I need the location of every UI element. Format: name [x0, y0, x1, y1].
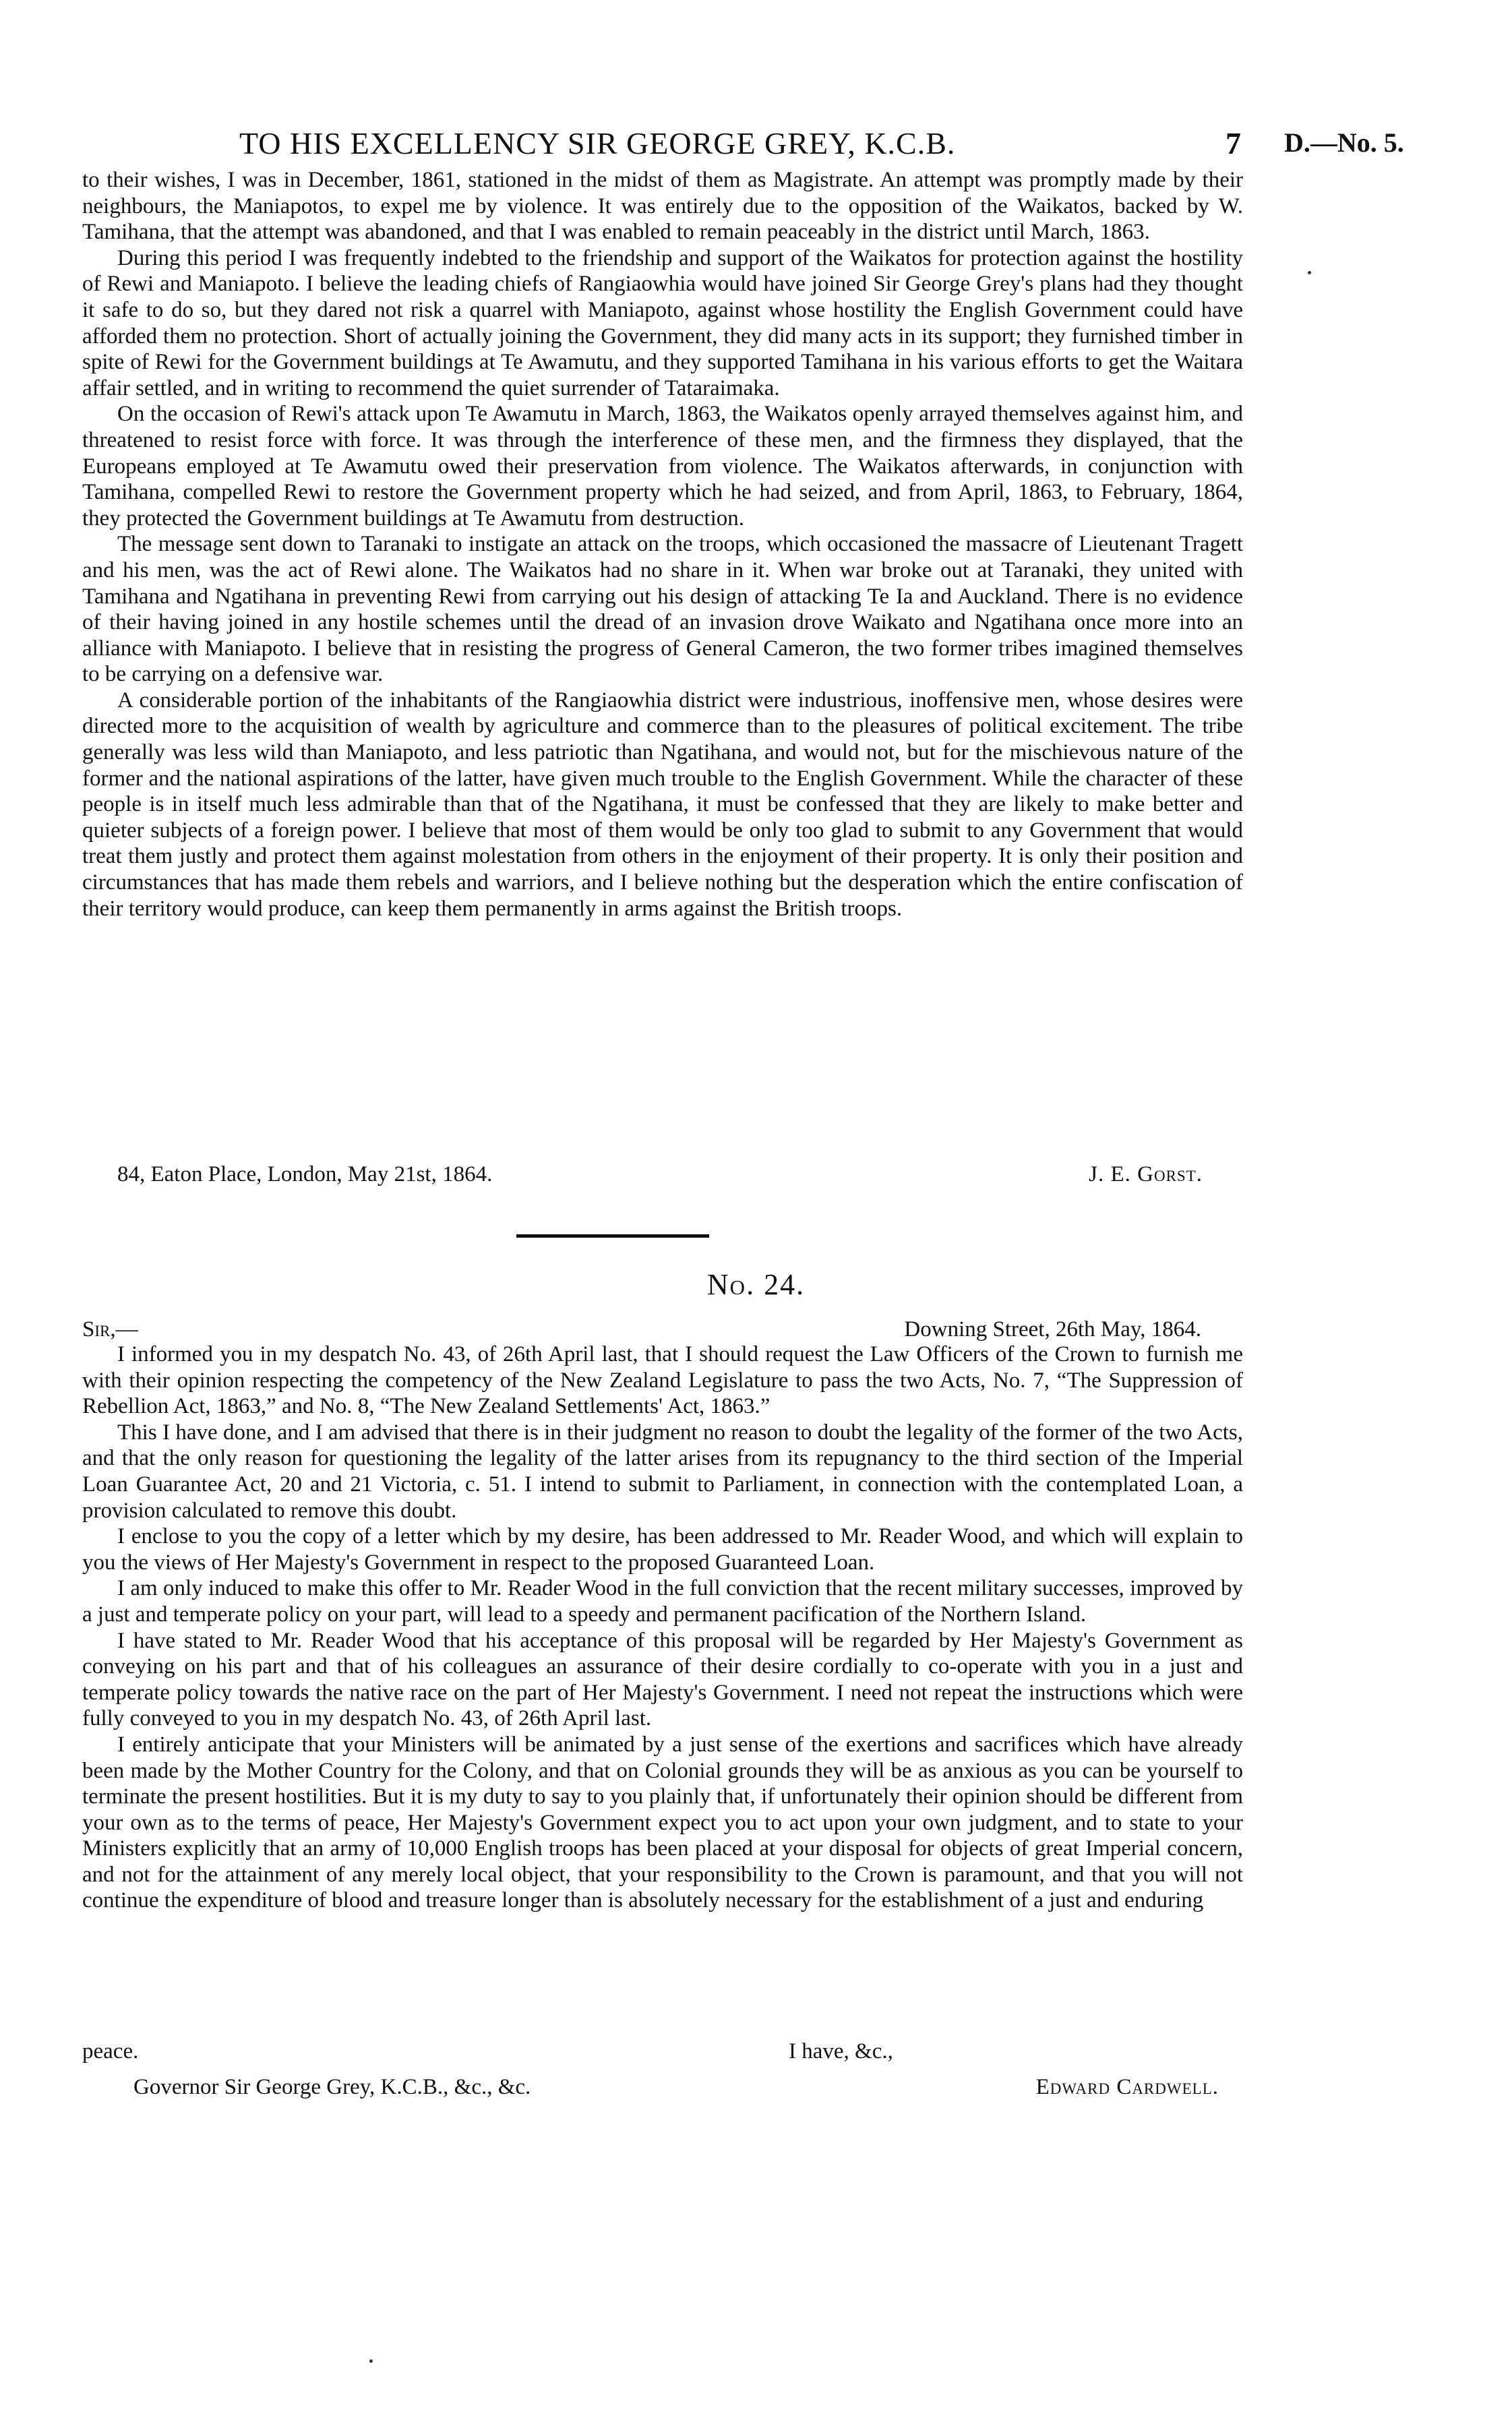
running-header: [0, 125, 1512, 166]
paragraph: During this period I was frequently indebted to the friendship and support of the Waikatos for protection against the hostility of Rewi and Maniapoto. I believe the leading chiefs of Rangiaowhia would have joined Sir George Grey's plans had they thought it safe to do so, but they dared not risk a quarrel with Maniapoto, against whose hostility the English Government could have afforded them no protection. Short of actually joining the Government, they did many acts in its support; they furnished timber in spite of Rewi for the Government buildings at Te Awamutu, and they supported Tamihana in his various efforts to get the Waitara affair settled, and in writing to recommend the quiet surrender of Tataraimaka.: [82, 245, 1243, 400]
document-reference: D.—No. 5.: [1284, 127, 1404, 158]
paragraph: I enclose to you the copy of a letter which by my desire, has been addressed to Mr. Reader Wood, and which will explain to you the views of Her Majesty's Government in respect to the proposed Guaranteed Loan.: [82, 1524, 1243, 1575]
paragraph: This I have done, and I am advised that there is in their judgment no reason to doubt the legality of the former of the two Acts, and that the only reason for questioning the legality of the latter arises from its repugnancy to the third section of the Imperial Loan Guarantee Act, 20 and 21 Victoria, c. 51. I intend to submit to Parliament, in connection with the contemplated Loan, a provision calculated to remove this doubt.: [82, 1420, 1243, 1523]
salutation: Sir,—: [82, 1317, 138, 1341]
speck-mark: [1308, 271, 1311, 274]
signature: Edward Cardwell.: [1035, 2075, 1219, 2099]
despatch-heading: No. 24.: [706, 1268, 806, 1301]
addressee: Governor Sir George Grey, K.C.B., &c., &c.: [133, 2075, 531, 2099]
paragraph: On the occasion of Rewi's attack upon Te Awamutu in March, 1863, the Waikatos openly arrayed themselves against him, and threatened to resist force with force. It was through the interference of these men, and the firmness they displayed, that the Europeans employed at Te Awamutu owed their preservation from violence. The Waikatos afterwards, in conjunction with Tamihana, compelled Rewi to restore the Government property which he had seized, and from April, 1863, to February, 1864, they protected the Government buildings at Te Awamutu from destruction.: [82, 402, 1243, 531]
paragraph: A considerable portion of the inhabitants of the Rangiaowhia district were industrious, inoffensive men, whose desires were directed more to the acquisition of wealth by agriculture and commerce than to the pleasures of political excitement. The tribe generally was less wild than Maniapoto, and less patriotic than Ngatihana, and would not, but for the mischievous nature of the former and the national aspirations of the latter, have given much trouble to the English Government. While the character of these people is in itself much less admirable than that of the Ngatihana, it must be confessed that they are likely to make better and quieter subjects of a foreign power. I believe that most of them would be only too glad to submit to any Government that would treat them justly and protect them against molestation from others in the enjoyment of their property. It is only their position and circumstances that has made them rebels and warriors, and I believe nothing but the desperation which the entire confiscation of their territory would produce, can keep them permanently in arms against the British troops.: [82, 688, 1243, 921]
paragraph: I am only induced to make this offer to Mr. Reader Wood in the full conviction that the recent military successes, improved by a just and temperate policy on your part, will lead to a speedy and permanent pacification of the Northern Island.: [82, 1576, 1243, 1627]
section-divider: [516, 1234, 709, 1238]
signature: J. E. Gorst.: [1089, 1162, 1203, 1186]
running-title: TO HIS EXCELLENCY SIR GEORGE GREY, K.C.B.: [239, 126, 956, 160]
place-date: 84, Eaton Place, London, May 21st, 1864.: [117, 1162, 493, 1186]
despatch-body: [82, 1341, 1243, 1914]
paragraph: The message sent down to Taranaki to instigate an attack on the troops, which occasioned the massacre of Lieutenant Tragett and his men, was the act of Rewi alone. The Waikatos had no share in it. When war broke out at Taranaki, they united with Tamihana and Ngatihana in preventing Rewi from carrying out his design of attacking Te Ia and Auckland. There is no evidence of their having joined in any hostile schemes until the dread of an invasion drove Waikato and Ngatihana once more into an alliance with Maniapoto. I believe that in resisting the progress of General Cameron, the two former tribes imagined themselves to be carrying on a defensive war.: [82, 532, 1243, 687]
dateline: Downing Street, 26th May, 1864.: [904, 1317, 1201, 1341]
letter-gorst-signoff: [117, 1161, 1203, 1188]
closing-word: peace.: [82, 2039, 139, 2063]
address-row: [133, 2074, 1219, 2101]
speck-mark: [369, 2359, 373, 2363]
paragraph: I informed you in my despatch No. 43, of 26th April last, that I should request the Law Officers of the Crown to furnish me with their opinion respecting the competency of the New Zealand Legislature to pass the two Acts, No. 7, “The Suppression of Rebellion Act, 1863,” and No. 8, “The New Zealand Settlements' Act, 1863.”: [82, 1342, 1243, 1419]
complimentary-close: I have, &c.,: [789, 2039, 893, 2063]
paragraph: to their wishes, I was in December, 1861, stationed in the midst of them as Magistrate. An attempt was promptly made by their neighbours, the Maniapotos, to expel me by violence. It was entirely due to the opposition of the Waikatos, backed by W. Tamihana, that the attempt was abandoned, and that I was enabled to remain peaceably in the district until March, 1863.: [82, 168, 1243, 245]
paragraph: I have stated to Mr. Reader Wood that his acceptance of this proposal will be regarded by Her Majesty's Government as conveying on his part and that of his colleagues an assurance of their desire cordially to co-operate with you in a just and temperate policy towards the native race on the part of Her Majesty's Government. I need not repeat the instructions which were fully conveyed to you in my despatch No. 43, of 26th April last.: [82, 1628, 1243, 1731]
letter-gorst-body: [82, 167, 1243, 922]
page-number: 7: [1226, 126, 1241, 160]
paragraph: I entirely anticipate that your Ministers will be animated by a just sense of the exertions and sacrifices which have already been made by the Mother Country for the Colony, and that on Colonial grounds they will be as anxious as you can be yourself to terminate the present hostilities. But it is my duty to say to you plainly that, if unfortunately their opinion should be different from your own as to the terms of peace, Her Majesty's Government expect you to act upon your own judgment, and to state to your Ministers explicitly that an army of 10,000 English troops has been placed at your disposal for objects of great Imperial concern, and not for the attainment of any merely local object, that your responsibility to the Crown is paramount, and that you will not continue the expenditure of blood and treasure longer than is absolutely necessary for the establishment of a just and enduring: [82, 1732, 1243, 1913]
